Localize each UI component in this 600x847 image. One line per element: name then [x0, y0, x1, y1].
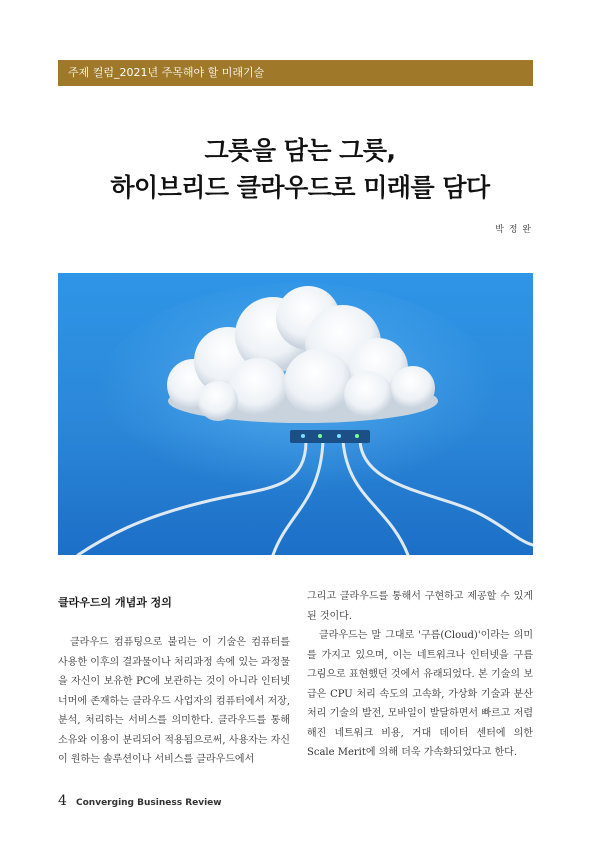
paragraph-1: 클라우드 컴퓨팅으로 불리는 이 기술은 컴퓨터를 사용한 이후의 결과물이나 처리과정 속에 있는 과정물을 자신이 보유한 PC에 보관하는 것이 아니라 인터넷 너머에 존재하는 클라우드 사업자의 컴퓨터에서 저장, 분석, 처리하는 서비스를 의미한다. 클라우드를 통해 소유와 이용이 분리되어 적용됨으로써, 사용자는 자신이 원하는 솔루션이나 서비스를 클라우드에서	[58, 637, 290, 765]
section-banner: 주제 컬럼_2021년 주목해야 할 미래기술	[58, 60, 533, 86]
author-name: 박 정 완	[495, 225, 532, 235]
article-title	[0, 132, 600, 206]
page-footer	[58, 790, 222, 809]
title-line-1: 그릇을 담는 그릇,	[204, 136, 396, 165]
page-number: 4	[58, 793, 67, 809]
paragraph-1-continued: 그리고 클라우드를 통해서 구현하고 제공할 수 있게 된 것이다.	[307, 591, 533, 622]
paragraph-2: 클라우드는 말 그대로 '구름(Cloud)'이라는 의미를 가지고 있으며, 이는 네트워크나 인터넷을 구름 그림으로 표현했던 것에서 유래되었다. 본 기술의 보급은 CPU 처리 속도의 고속화, 가상화 기술과 분산처리 기술의 발전, 모바일이 발달하면서 빠르고 저렴해진 네트워크 비용, 거대 데이터 센터에 의한 Scale Merit에 의해 더욱 가속화되었다고 한다.	[307, 630, 533, 758]
hero-image	[58, 273, 533, 555]
cloud-illustration	[58, 273, 533, 555]
column-right	[307, 587, 533, 763]
section-heading: 클라우드의 개념과 정의	[58, 596, 172, 609]
title-line-2: 하이브리드 클라우드로 미래를 담다	[110, 173, 490, 202]
column-left	[58, 595, 290, 770]
publication-title: Converging Business Review	[76, 798, 222, 808]
